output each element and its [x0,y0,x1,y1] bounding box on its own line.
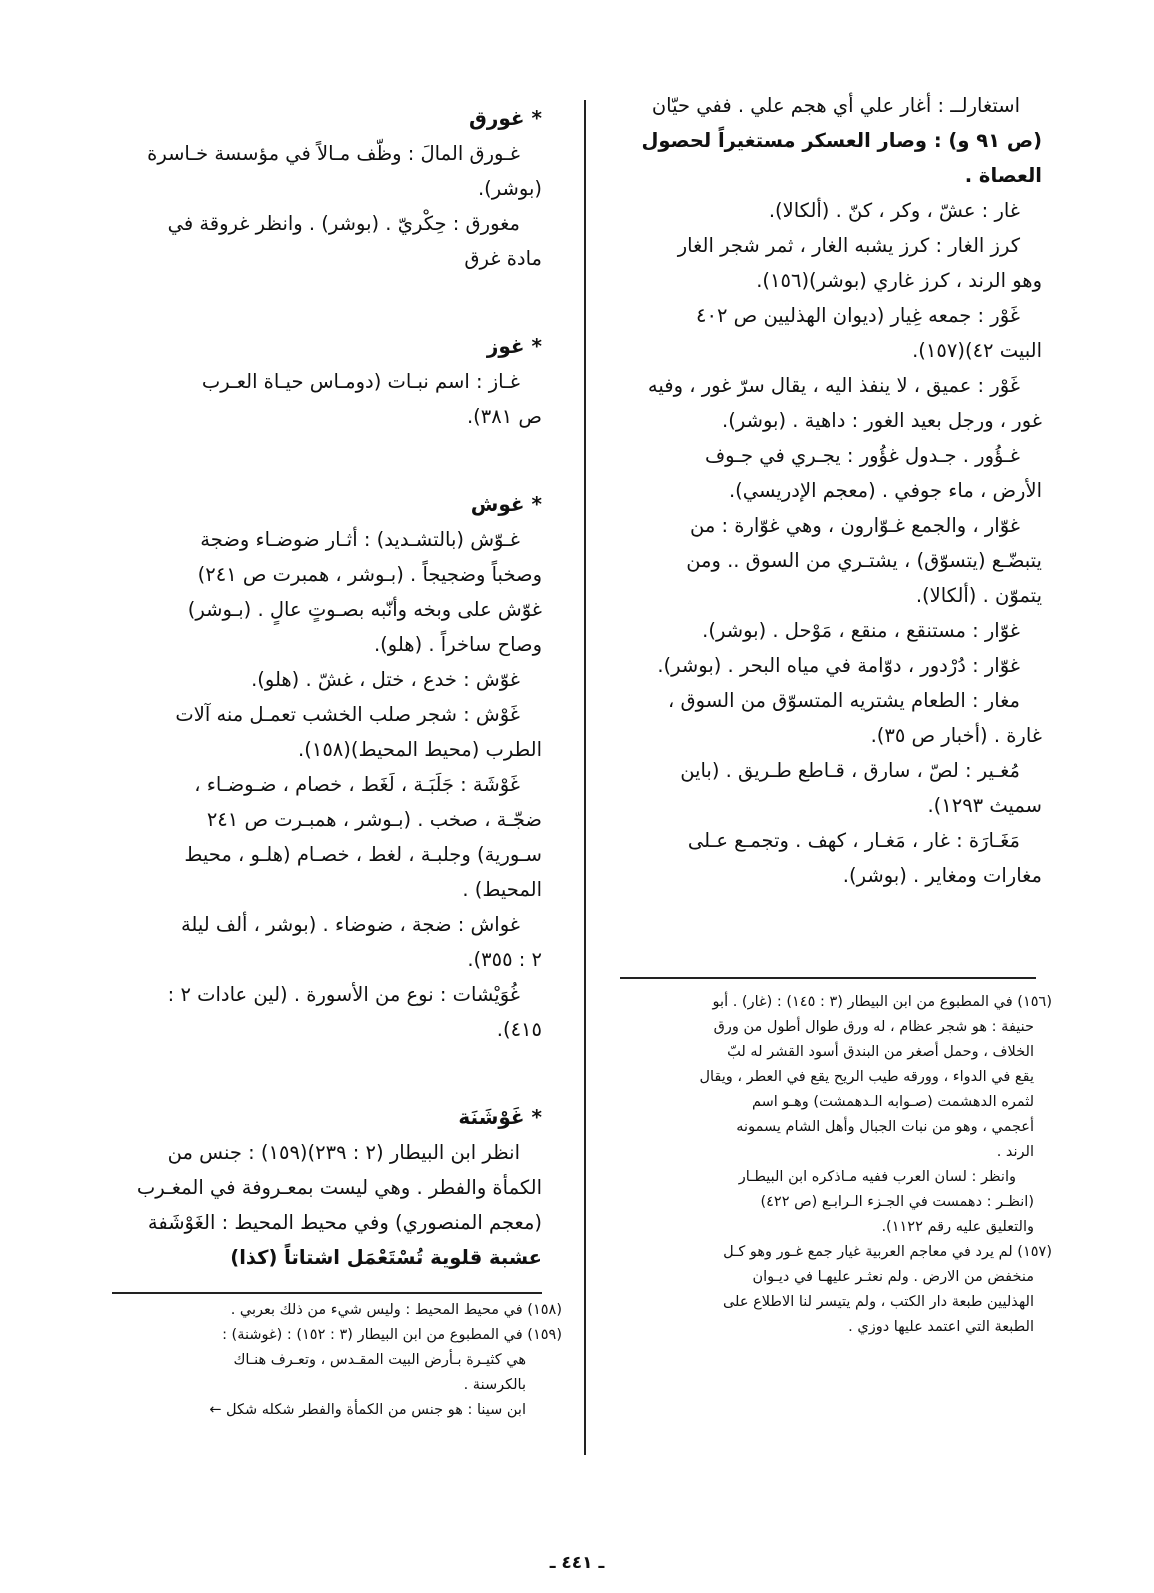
text-line: غَوْش : شجر صلب الخشب تعمـل منه آلات [175,703,520,726]
left-column [112,100,542,1275]
text-line: انظر ابن البيطار (٢ : ٢٣٩)(١٥٩) : جنس من [167,1141,520,1164]
text-line: غوّار ، والجمع غـوّارون ، وهي غوّارة : من [690,514,1020,537]
footnote-line: (انظـر : دهمست في الجـزء الـرابـع (ص ٤٢٢) [760,1194,1034,1210]
entry-heading: * غوش [470,492,542,516]
footnote-line: (١٥٩) في المطبوع من ابن البيطار (٣ : ١٥٢) : (غوشنة) : [222,1327,562,1343]
text-line: مغارات ومغاير . (بوشر). [842,864,1042,887]
text-line: ص ٣٨١). [466,405,542,428]
text-line: وهو الرند ، كرز غاري (بوشر)(١٥٦). [756,269,1042,292]
footnote-line: منخفض من الارض . ولم نعثـر عليهـا في ديـوان [752,1269,1034,1285]
text-line: سـورية) وجلبـة ، لغط ، خصـام (هلـو ، محيط [184,843,542,866]
text-line: غواش : ضجة ، ضوضاء . (بوشر ، ألف ليلة [180,913,520,936]
text-line: غـورق المالَ : وظّف مـالاً في مؤسسة خـاسرة [147,142,520,165]
footnotes-right [592,990,1052,1340]
text-line: عشبة قلوية تُسْتَعْمَل اشتاتاً (كذا) [230,1246,542,1269]
text-line: غـؤُور . جـدول غؤُور : يجـري في جـوف [704,444,1020,467]
text-line: ٤١٥). [496,1018,542,1041]
footnote-line: (١٥٨) في محيط المحيط : وليس شيء من ذلك بعربي . [230,1302,562,1318]
footnote-line: الرند . [996,1144,1034,1160]
text-line: غُوَيْشات : نوع من الأسورة . (لين عادات ٢ : [167,983,520,1006]
text-line: (معجم المنصوري) وفي محيط المحيط : الغَوْشَفة [147,1211,542,1234]
text-line: سميث ١٢٩٣). [927,794,1042,817]
footnote-line: بالكرسنة . [463,1377,526,1393]
text-line: يتبضّـع (يتسوّق) ، يشتـري من السوق .. ومن [686,549,1042,572]
footnote-line: حنيفة : هو شجر عظام ، له ورق طوال أطول من ورق [713,1019,1034,1035]
text-line: يتموّن . (ألكالا). [915,584,1042,607]
text-line: غَوْر : عميق ، لا ينفذ اليه ، يقال سرّ غور ، وفيه [647,374,1020,397]
footnote-line: ابن سينا : هو جنس من الكمأة والفطر شكله شكل ← [209,1402,526,1418]
column-divider [584,100,586,1455]
footnote-rule-right [620,977,1036,979]
text-line: غَوْشَة : جَلَبَـة ، لَغَط ، خصام ، ضـوضـاء ، [194,773,520,796]
text-line: (بوشر). [477,177,542,200]
text-line: مغار : الطعام يشتريه المتسوّق من السوق ، [668,689,1020,712]
footnote-line: لثمره الدهشمت (صـوابه الـدهمشت) وهـو اسم [751,1094,1034,1110]
text-line: كرز الغار : كرز يشبه الغار ، ثمر شجر الغار [677,234,1020,257]
text-line: غارة . (أخبار ص ٣٥). [870,724,1042,747]
text-line: مغورق : حِكْريّ . (بوشر) . وانظر غروقة في [167,212,520,235]
footnote-line: الطبعة التي اعتمد عليها دوزي . [848,1319,1034,1335]
text-line: الطرب (محيط المحيط)(١٥٨). [298,738,542,761]
footnote-line: (١٥٦) في المطبوع من ابن البيطار (٣ : ١٤٥) : (غار) . أبو [712,994,1052,1010]
text-line: مَغَـارَة : غار ، مَغـار ، كهف . وتجمـع عـلى [687,829,1020,852]
text-line: استغارلــ : أغار علي أي هجم علي . ففي حيّان [651,94,1020,117]
footnote-line: الهذليين طبعة دار الكتب ، ولم يتيسر لنا الاطلاع على [722,1294,1034,1310]
text-line: غوّش على وبخه وأنّبه بصـوتٍ عالٍ . (بـوشر) [187,598,542,621]
text-line: وصخباً وضجيجاً . (بـوشر ، همبرت ص ٢٤١) [197,563,542,586]
section-gap [112,1047,542,1099]
text-line: (ص ٩١ و) : وصار العسكر مستغيراً لحصول [641,129,1042,152]
text-line: غَوْر : جمعه غِيار (ديوان الهذليين ص ٤٠٢ [696,304,1020,327]
text-line: غـاز : اسم نبـات (دومـاس حيـاة العـرب [201,370,520,393]
text-line: العصاة . [964,164,1042,187]
text-line: غوّار : مستنقع ، منقع ، مَوْحل . (بوشر). [702,619,1020,642]
text-line: مادة غرق [464,247,542,270]
footnote-line: يقع في الدواء ، وورقه طيب الريح يقع في العطر ، ويقال [699,1069,1034,1085]
section-gap [112,276,542,328]
text-line: مُغـير : لصّ ، سارق ، قـاطع طـريق . (باين [680,759,1020,782]
page-number: ـ ٤٤١ ـ [549,1553,605,1573]
footnote-line: والتعليق عليه رقم ١١٢٢). [881,1219,1034,1235]
right-column [612,88,1042,893]
footnote-line: وانظر : لسان العرب ففيه مـاذكره ابن البيطـار [738,1169,1016,1185]
footnote-line: (١٥٧) لم يرد في معاجم العربية غيار جمع غـور وهو كـل [723,1244,1052,1260]
section-gap [112,434,542,486]
text-line: الكمأة والفطر . وهي ليست بمعـروفة في المغـرب [136,1176,542,1199]
text-line: الأرض ، ماء جوفي . (معجم الإدريسي). [728,479,1042,502]
entry-heading: * غَوْشَنَة [458,1105,542,1129]
text-line: غـوّش (بالتشـديد) : أثـار ضوضـاء وضجة [200,528,520,551]
text-line: المحيط) . [462,878,542,901]
text-line: غوّش : خدع ، ختل ، غشّ . (هلو). [251,668,520,691]
entry-heading: * غوز [486,334,542,358]
text-line: غور ، ورجل بعيد الغور : داهية . (بوشر). [722,409,1042,432]
text-line: غار : عشّ ، وكر ، كنّ . (ألكالا). [768,199,1020,222]
text-line: ضجّـة ، صخب . (بـوشر ، همبـرت ص ٢٤١ [206,808,542,831]
footnote-line: أعجمي ، وهو من نبات الجبال وأهل الشام يسمونه [736,1119,1034,1135]
text-line: وصاح ساخراً . (هلو). [373,633,542,656]
entry-heading: * غورق [468,106,542,130]
footnote-line: الخلاف ، وحمل أصغر من البندق أسود القشر له لبّ [727,1044,1034,1060]
footnote-rule-left [112,1292,542,1294]
text-line: البيت ٤٢)(١٥٧). [912,339,1042,362]
footnote-line: هي كثيـرة بـأرض البيت المقـدس ، وتعـرف هنـاك [233,1352,526,1368]
text-line: ٢ : ٣٥٥). [467,948,542,971]
text-line: غوّار : دُرْدور ، دوّامة في مياه البحر . (بوشر). [657,654,1020,677]
footnotes-left [102,1298,562,1423]
